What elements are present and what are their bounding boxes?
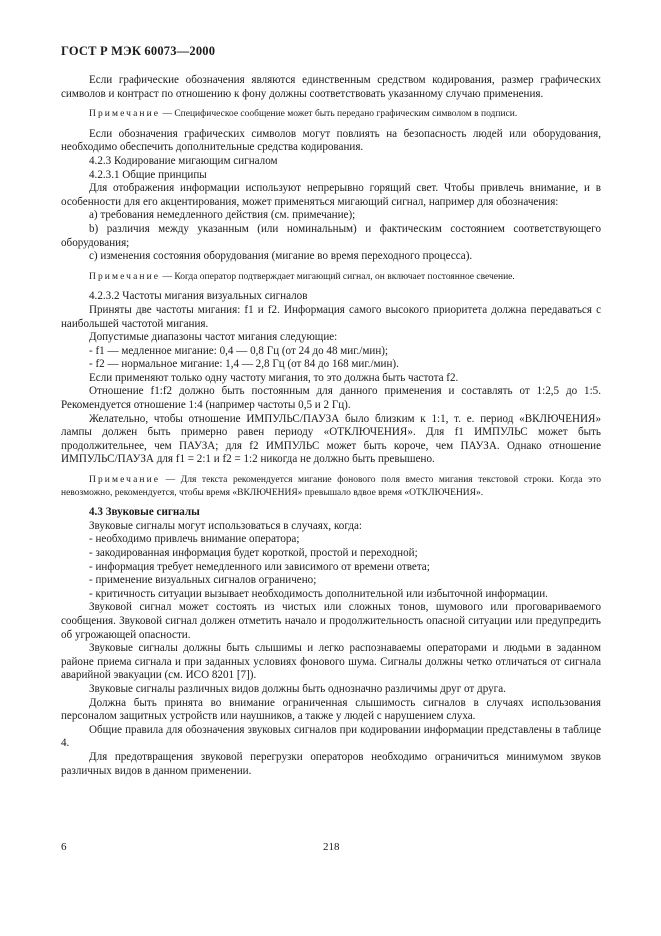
list-item: - информация требует немедленного или зависимого от времени ответа; xyxy=(89,560,430,573)
paragraph: Отношение f1:f2 должно быть постоянным для данного применения и составлять от 1:2,5 до 1:5. Рекомендуется отношение 1:4 (например частоты 0,5 и 2 Гц). xyxy=(61,385,601,412)
page-number-left: 6 xyxy=(61,841,67,853)
paragraph: Приняты две частоты мигания: f1 и f2. Информация самого высокого приоритета должна передаваться с наибольшей частотой мигания. xyxy=(61,303,601,330)
list-item: b) различия между указанным (или номинальным) и фактическим состоянием соответствующего оборудования; xyxy=(61,222,601,249)
note xyxy=(61,474,601,499)
note-label: Примечание xyxy=(89,109,161,120)
note-text: Для текста рекомендуется мигание фонового поля вместо мигания текстовой строки. Когда это невозможно, рекомендуется, чтобы время «ВКЛЮЧЕНИЯ» превышало вдвое время «ОТКЛЮЧЕНИЯ». xyxy=(61,475,601,498)
note-dash: — xyxy=(160,271,175,282)
paragraph: Если графические обозначения являются единственным средством кодирования, размер графических символов и контраст по отношению к фону должны соответствовать указанному случаю применения. xyxy=(61,74,601,100)
paragraph: Для предотвращения звуковой перегрузки операторов необходимо ограничиться минимумом звуков различных видов в данном применении. xyxy=(61,750,601,777)
paragraph: Общие правила для обозначения звуковых сигналов при кодировании информации представлены в таблице 4. xyxy=(61,723,601,750)
paragraph: Должна быть принята во внимание ограниченная слышимость сигналов в случаях использования персоналом защитных устройств или наушников, а также у людей с нарушением слуха. xyxy=(61,696,601,723)
note-dash: — xyxy=(160,475,181,486)
list-item: - f1 — медленное мигание: 0,4 — 0,8 Гц (от 24 до 48 миг./мин); xyxy=(89,344,389,357)
note-label: Примечание xyxy=(89,475,161,486)
subsection-heading: 4.2.3.2 Частоты мигания визуальных сигналов xyxy=(89,290,308,303)
note xyxy=(61,108,601,121)
paragraph: Допустимые диапазоны частот мигания следующие: xyxy=(89,331,338,344)
document-body xyxy=(61,74,601,778)
list-item: - f2 — нормальное мигание: 1,4 — 2,8 Гц (от 84 до 168 миг./мин). xyxy=(89,358,399,371)
list-item: а) требования немедленного действия (см. примечание); xyxy=(89,209,356,222)
paragraph: Звуковые сигналы различных видов должны быть однозначно различимы друг от друга. xyxy=(89,682,506,695)
note xyxy=(61,271,601,284)
note-text: Когда оператор подтверждает мигающий сигнал, он включает постоянное свечение. xyxy=(174,271,515,282)
list-item: - применение визуальных сигналов ограничено; xyxy=(89,574,317,587)
subsection-heading: 4.2.3.1 Общие принципы xyxy=(89,168,207,181)
paragraph: Звуковые сигналы должны быть слышимы и легко распознаваемы операторами и людьми в заданном районе приема сигнала и при заданных условиях фонового шума. Сигналы должны четко отличаться от сигнала аварийной эвакуации (см. ИСО 8201 [7]). xyxy=(61,642,601,682)
list-item: с) изменения состояния оборудования (мигание во время переходного процесса). xyxy=(89,250,473,263)
list-item: - закодированная информация будет короткой, простой и переходной; xyxy=(89,547,418,559)
paragraph: Желательно, чтобы отношение ИМПУЛЬС/ПАУЗА было близким к 1:1, т. е. период «ВКЛЮЧЕНИЯ» лампы должен быть примерно равен периоду «ОТКЛЮЧЕНИЯ». Для f1 ИМПУЛЬС может быть продолжительнее, чем ПАУЗА; для f2 ИМПУЛЬС может быть короче, чем ПАУЗА. Однако отношение ИМПУЛЬС/ПАУЗА для f1 = 2:1 и f2 = 1:2 никогда не должно быть превышено. xyxy=(61,412,601,466)
document-header: ГОСТ Р МЭК 60073—2000 xyxy=(61,44,216,58)
list-item: - необходимо привлечь внимание оператора; xyxy=(89,533,300,546)
page-number-center: 218 xyxy=(323,841,340,853)
paragraph: Звуковой сигнал может состоять из чистых или сложных тонов, шумового или проговариваемого сообщения. Звуковой сигнал должен отметить начало и продолжительность опасной ситуации или предупредить об угрожающей опасности. xyxy=(61,601,601,641)
section-heading: 4.3 Звуковые сигналы xyxy=(89,506,200,519)
paragraph: Если применяют только одну частоту мигания, то это должна быть частота f2. xyxy=(89,371,459,384)
paragraph: Звуковые сигналы могут использоваться в случаях, когда: xyxy=(89,519,362,532)
paragraph: Для отображения информации используют непрерывно горящий свет. Чтобы привлечь внимание, и в особенности для его акцентирования, может применяться мигающий сигнал, например для обозначения: xyxy=(61,182,601,208)
note-dash: — xyxy=(160,109,175,120)
note-label: Примечание xyxy=(89,271,161,282)
section-heading: 4.2.3 Кодирование мигающим сигналом xyxy=(89,154,278,167)
note-text: Специфическое сообщение может быть передано графическим символом в подписи. xyxy=(174,109,518,120)
paragraph: Если обозначения графических символов могут повлиять на безопасность людей или оборудования, необходимо обеспечить дополнительные средства кодирования. xyxy=(61,127,601,154)
list-item: - критичность ситуации вызывает необходимость дополнительной или избыточной информации. xyxy=(89,587,548,600)
